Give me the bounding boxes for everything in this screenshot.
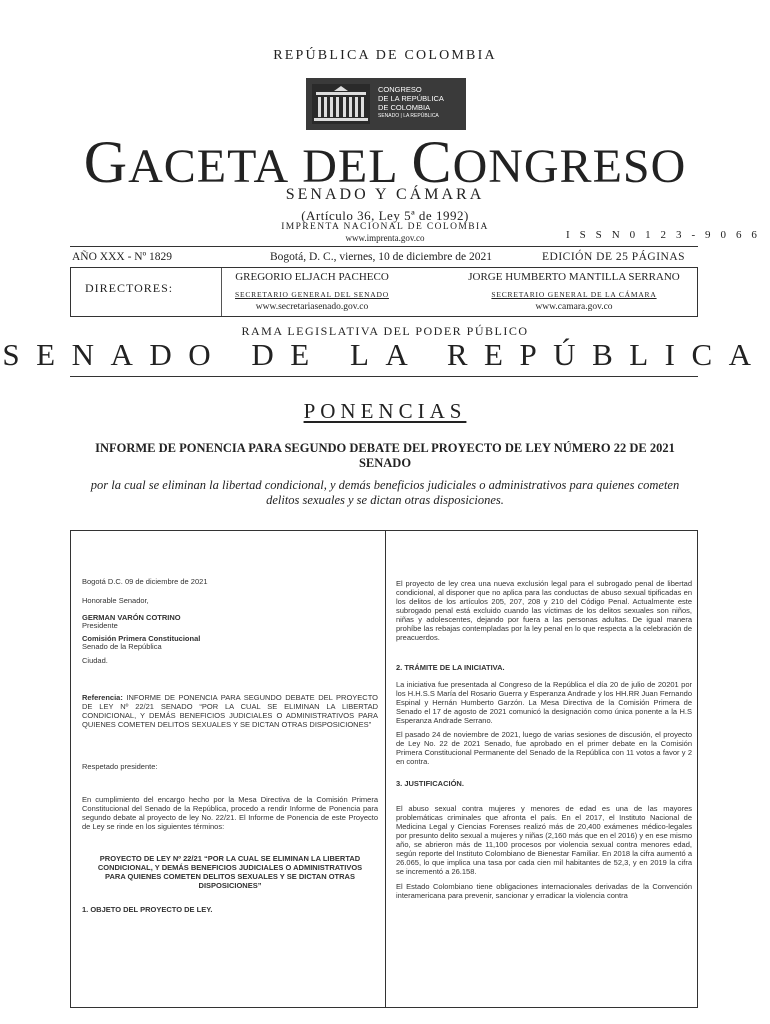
right-h2: 2. TRÁMITE DE LA INICIATIVA. bbox=[396, 663, 505, 672]
director-senado-web[interactable]: www.secretariasenado.gov.co bbox=[255, 302, 369, 312]
logo-line-2: DE LA REPÚBLICA bbox=[378, 94, 444, 103]
left-ciudad: Ciudad. bbox=[82, 656, 108, 665]
left-fecha: Bogotá D.C. 09 de diciembre de 2021 bbox=[82, 577, 208, 586]
logo-line-1: CONGRESO bbox=[378, 85, 422, 94]
rama-legislativa: RAMA LEGISLATIVA DEL PODER PÚBLICO bbox=[241, 324, 529, 338]
referencia-text: INFORME DE PONENCIA PARA SEGUNDO DEBATE DEL PROYECTO DE LEY Nº 22/21 SENADO “POR LA CUAL SE ELIMINAN LA LIBERTAD CONDICIONAL, Y DEMÁS BENEFICIOS JUDICIALES O ADMINISTRATIVOS PARA QUIENES COMETEN DELITOS SEXUALES Y SE DICTAN OTRAS DISPOSICIONES” bbox=[82, 693, 378, 729]
imprenta: IMPRENTA NACIONAL DE COLOMBIA bbox=[281, 222, 489, 232]
anio-numero: AÑO XXX - Nº 1829 bbox=[72, 251, 173, 263]
left-proyecto: PROYECTO DE LEY Nº 22/21 “POR LA CUAL SE ELIMINAN LA LIBERTAD CONDICIONAL, Y DEMÁS BENEFICIOS JUDICIALES O ADMINISTRATIVOS PARA QUIENES COMETEN DELITOS SEXUALES Y SE DICTAN OTRAS DISPOSICIONES” bbox=[97, 854, 363, 890]
left-nombre: GERMAN VARÓN COTRINO bbox=[82, 613, 181, 622]
congreso-logo bbox=[306, 78, 466, 130]
issn: I S S N 0 1 2 3 - 9 0 6 6 bbox=[566, 229, 761, 241]
right-p3: El pasado 24 de noviembre de 2021, luego de varias sesiones de discusión, el proyecto de Ley No. 22 de 2021 Senado, fue aprobado en el primer debate en la Comisión Primera Constitucional Permanente del Senado de la República con 11 votos a favor y 2 en contra. bbox=[396, 730, 692, 766]
title-aceta: ACETA bbox=[128, 140, 290, 193]
right-p1: El proyecto de ley crea una nueva exclusión legal para el subrogado penal de libertad condicional, al disponer que no aplica para las conductas de abuso sexual tipificadas en los delitos de los artículos 205, 207, 208 y 210 del Código Penal. Actualmente este subrogado penal está excluido cuando las víctimas de los delitos sexuales son niños, niñas y adolescentes, dejando por fuera a las personas adultas. De igual manera prohíbe las rebajas contempladas por la ley penal en lo que respecta a la celebración de preacuerdos. bbox=[396, 579, 692, 642]
director-senado-title: SECRETARIO GENERAL DEL SENADO bbox=[235, 290, 389, 299]
capitolio-icon bbox=[312, 84, 370, 124]
title-c: C bbox=[411, 129, 453, 195]
logo-line-3: DE COLOMBIA bbox=[378, 103, 431, 112]
left-honorable: Honorable Senador, bbox=[82, 596, 149, 605]
column-divider bbox=[385, 531, 386, 1007]
left-objeto: 1. OBJETO DEL PROYECTO DE LEY. bbox=[82, 905, 213, 914]
senado-camara: SENADO Y CÁMARA bbox=[285, 186, 485, 203]
imprenta-web: www.imprenta.gov.co bbox=[345, 233, 425, 243]
logo-small: SENADO | LA REPÚBLICA bbox=[378, 113, 439, 119]
directores-label: DIRECTORES: bbox=[85, 281, 174, 295]
left-cumplimiento: En cumplimiento del encargo hecho por la Mesa Directiva de la Comisión Primera Constitucional del Senado de la República, procedo a rendir Informe de Ponencia para segundo debate al proyecto de ley No. 22/21. El Informe de Ponencia de este Proyecto de Ley se rinde en los siguientes términos: bbox=[82, 795, 378, 831]
left-referencia bbox=[82, 693, 378, 729]
informe-subtitle: por la cual se eliminan la libertad condicional, y demás beneficios judiciales o administrativos para quienes cometen delitos sexuales y se dictan otras disposiciones. bbox=[90, 478, 680, 507]
rule-section bbox=[70, 376, 698, 377]
left-senado: Senado de la República bbox=[82, 642, 162, 651]
left-saludo: Respetado presidente: bbox=[82, 762, 158, 771]
rule-top bbox=[70, 246, 698, 247]
referencia-label: Referencia: bbox=[82, 693, 123, 702]
right-p4: El abuso sexual contra mujeres y menores de edad es una de las mayores problemáticas criminales que afronta el país. En el 2017, el Instituto Nacional de Medicina Legal y Ciencias Forenses realizó más de 20,400 exámenes médico-legales por presunto delito sexual a mujeres y niñas (2,160 más que en el 2016) y en ese mismo año, se abrieron más de 11,100 procesos por violencia sexual contra menores edad, según reporte del Instituto Colombiano de Bienestar Familiar. En 2018 la cifra aumentó a 26.065, lo que implica una tasa por cada cien mil habitantes de 52,3, y en 2019 la cifra se incrementó a 26.158. bbox=[396, 804, 692, 876]
title-del: DEL bbox=[302, 140, 399, 193]
left-comision: Comisión Primera Constitucional bbox=[82, 634, 201, 643]
left-cargo: Presidente bbox=[82, 621, 118, 630]
director-camara-name: JORGE HUMBERTO MANTILLA SERRANO bbox=[468, 271, 680, 283]
right-p2: La iniciativa fue presentada al Congreso de la República el día 20 de julio de 20201 por los H.H.S.S María del Rosario Guerra y Esperanza Andrade y los HH.RR Juan Fernando Espinal y Hernán Humberto Garzón. La Mesa Directiva de la Comisión Primera de Senado el 17 de agosto de 2021 comunicó la designación como única ponente a la H.S Esperanza Andrade Serrano. bbox=[396, 680, 692, 725]
ponencias-title: PONENCIAS bbox=[303, 399, 467, 423]
edicion-paginas: EDICIÓN DE 25 PÁGINAS bbox=[542, 251, 686, 263]
title-g: G bbox=[83, 129, 129, 195]
title-ongreso: ONGRESO bbox=[452, 140, 687, 193]
informe-title: INFORME DE PONENCIA PARA SEGUNDO DEBATE DEL PROYECTO DE LEY NÚMERO 22 DE 2021 SENADO bbox=[95, 441, 675, 470]
senado-republica-title: SENADO DE LA REPÚBLICA bbox=[2, 337, 768, 372]
fecha-edicion: Bogotá, D. C., viernes, 10 de diciembre de 2021 bbox=[270, 251, 492, 263]
director-camara-web[interactable]: www.camara.gov.co bbox=[535, 302, 613, 312]
right-h3: 3. JUSTIFICACIÓN. bbox=[396, 779, 464, 788]
articulo: (Artículo 36, Ley 5ª de 1992) bbox=[301, 208, 469, 223]
right-p5: El Estado Colombiano tiene obligaciones internacionales derivadas de la Convención interamericana para prevenir, sancionar y erradicar la violencia contra bbox=[396, 882, 692, 900]
republica-heading: REPÚBLICA DE COLOMBIA bbox=[273, 48, 497, 63]
director-senado-name: GREGORIO ELJACH PACHECO bbox=[235, 271, 389, 283]
director-camara-title: SECRETARIO GENERAL DE LA CÁMARA bbox=[491, 290, 657, 299]
